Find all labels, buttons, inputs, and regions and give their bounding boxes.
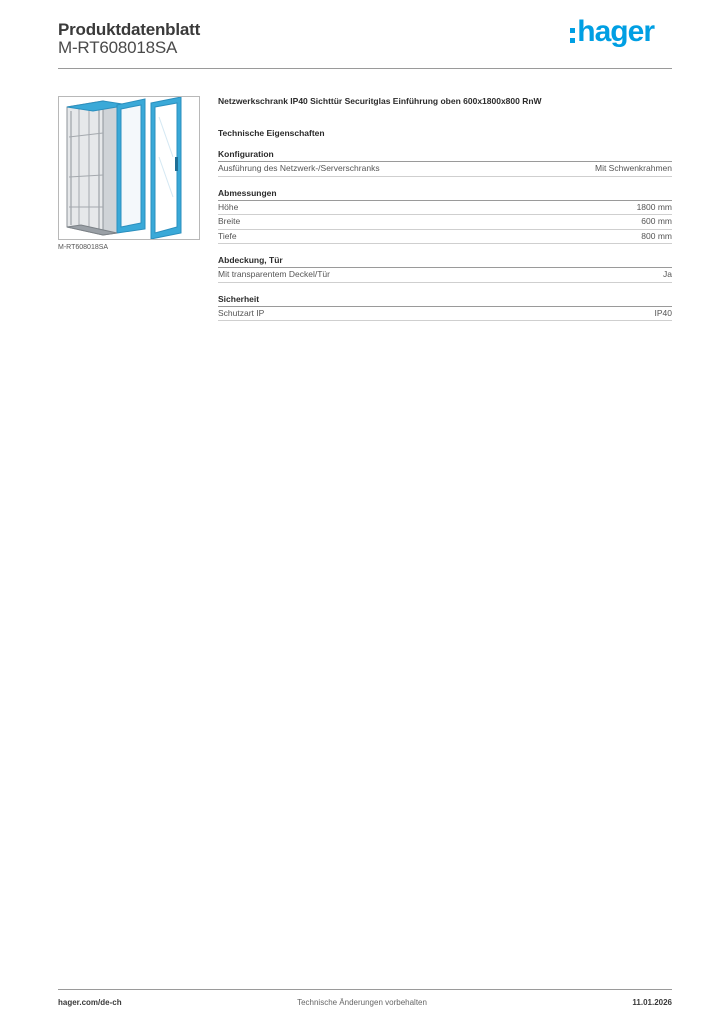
property-label: Tiefe [218, 230, 237, 241]
property-row [218, 201, 672, 216]
logo-text: hager [577, 15, 654, 48]
property-row [218, 230, 672, 245]
property-label: Breite [218, 216, 241, 226]
document-title: Produktdatenblatt [58, 20, 201, 39]
product-image [58, 96, 200, 240]
property-value: 800 mm [641, 230, 672, 241]
property-label: Schutzart IP [218, 307, 265, 318]
group-sicherheit [218, 294, 672, 322]
property-row [218, 162, 672, 177]
image-caption: M-RT608018SA [58, 244, 109, 251]
footer-website-link[interactable]: hager.com/de-ch [58, 998, 122, 1007]
group-title: Sicherheit [218, 294, 672, 307]
property-value: 1800 mm [636, 201, 672, 212]
property-row [218, 307, 672, 322]
property-label: Höhe [218, 201, 239, 212]
product-details [218, 96, 672, 321]
footer-divider [58, 989, 672, 990]
footer-notice: Technische Änderungen vorbehalten [297, 998, 427, 1007]
property-label: Mit transparentem Deckel/Tür [218, 269, 330, 279]
header-divider [58, 68, 672, 69]
group-title: Abdeckung, Tür [218, 255, 672, 268]
group-title: Konfiguration [218, 149, 672, 162]
property-value: 600 mm [641, 216, 672, 226]
property-row [218, 268, 672, 283]
product-name: Netzwerkschrank IP40 Sichttür Securitglas Einführung oben 600x1800x800 RnW [218, 96, 542, 106]
section-heading: Technische Eigenschaften [218, 128, 325, 138]
product-code: M-RT608018SA [58, 38, 178, 57]
hager-logo [570, 14, 654, 50]
property-value: Ja [663, 269, 672, 279]
property-value: Mit Schwenkrahmen [594, 163, 672, 173]
logo-dots [570, 28, 575, 43]
footer-date: 11.01.2026 [632, 998, 672, 1007]
network-cabinet-illustration [59, 97, 199, 239]
group-abmessungen [218, 188, 672, 245]
group-abdeckung-tuer [218, 255, 672, 283]
property-row [218, 215, 672, 230]
group-konfiguration [218, 149, 672, 177]
property-value: IP40 [654, 307, 672, 318]
property-label: Ausführung des Netzwerk-/Serverschranks [218, 163, 380, 173]
group-title: Abmessungen [218, 188, 672, 201]
